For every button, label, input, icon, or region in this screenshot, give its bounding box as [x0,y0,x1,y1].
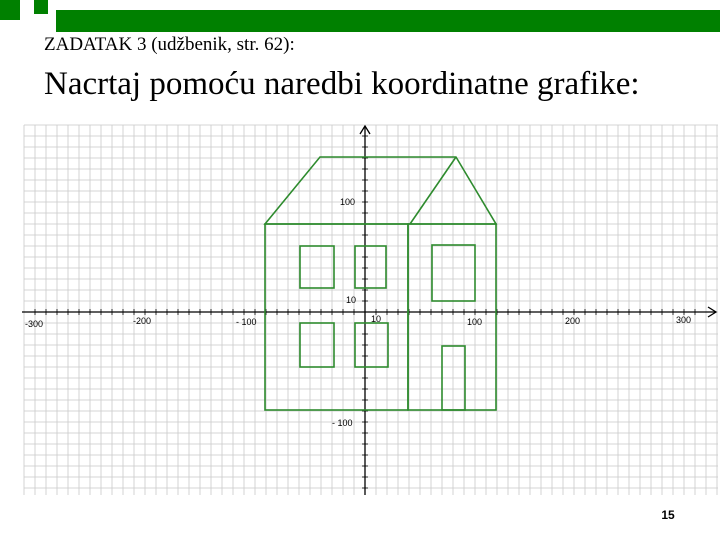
x-tick-label: -300 [25,319,44,329]
x-tick-label: 10 [371,314,382,324]
x-tick-label: -200 [133,316,152,326]
house-roof [265,157,496,224]
window-top-left [300,246,334,288]
grid [24,125,718,495]
y-tick-label: 100 [340,197,356,207]
roof-divider [410,157,456,224]
window-top-middle [355,246,386,288]
page-number: 15 [661,508,675,522]
x-tick-label: 200 [565,316,581,326]
x-tick-label: 100 [467,317,483,327]
x-tick-label: - 100 [236,317,257,327]
window-top-right [432,245,475,301]
slide-subtitle: ZADATAK 3 (udžbenik, str. 62): [44,34,295,55]
house-wall-right [408,224,496,410]
slide-title: Nacrtaj pomoću naredbi koordinatne grafike: [44,66,640,102]
x-tick-label: 300 [676,315,692,325]
y-tick-label: 10 [346,295,357,305]
y-tick-label: - 100 [332,418,353,428]
